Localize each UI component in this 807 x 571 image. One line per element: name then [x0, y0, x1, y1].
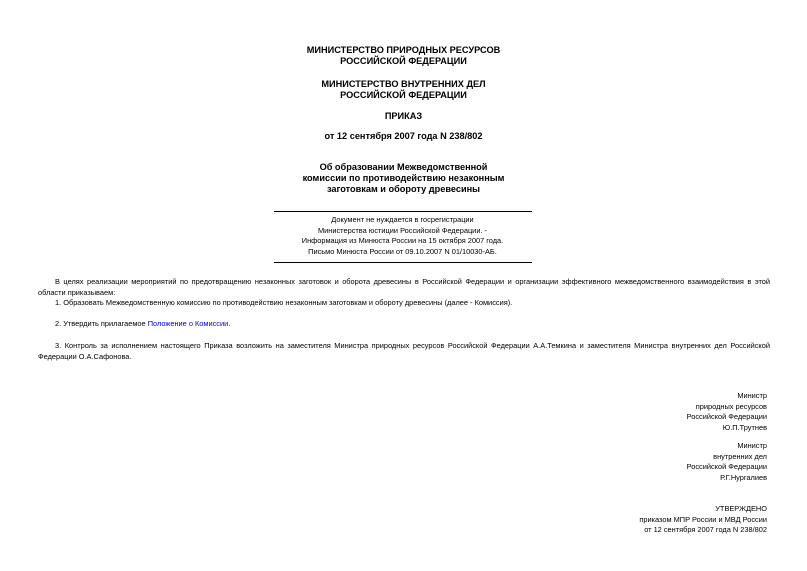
sig2-line2: внутренних дел	[713, 451, 767, 461]
sig2-name: Р.Г.Нургалиев	[720, 472, 767, 482]
signature-block-internal-affairs	[547, 441, 767, 483]
approval-line1: УТВЕРЖДЕНО	[715, 504, 767, 513]
ministry2-line2: РОССИЙСКОЙ ФЕДЕРАЦИИ	[340, 90, 467, 100]
divider-top	[274, 211, 532, 212]
item-1-paragraph: 1. Образовать Межведомственную комиссию по противодействию незаконным заготовкам и обороту древесины (далее - Комиссия).	[55, 298, 513, 307]
sig1-line1: Министр	[737, 391, 767, 400]
ministry2-line1: МИНИСТЕРСТВО ВНУТРЕННИХ ДЕЛ	[321, 79, 486, 89]
approval-block	[547, 504, 767, 536]
note-line1: Документ не нуждается в госрегистрации	[331, 215, 474, 224]
ministry-natural-resources	[200, 45, 607, 67]
doc-type: ПРИКАЗ	[384, 111, 423, 121]
regulation-link[interactable]: Положение о Комиссии	[147, 319, 229, 328]
sig1-name: Ю.П.Трутнев	[722, 422, 767, 432]
approval-line3: от 12 сентября 2007 года N 238/802	[644, 525, 767, 534]
document-date-number	[200, 131, 607, 142]
note-line2: Министерства юстиции Российской Федерации. -	[317, 225, 488, 235]
item-2-suffix: .	[228, 319, 231, 328]
sig2-line1: Министр	[737, 441, 767, 450]
title-line1: Об образовании Межведомственной	[319, 162, 488, 172]
item-3-paragraph: 3. Контроль за исполнением настоящего Приказа возложить на заместителя Министра природных ресурсов Российской Федерации А.А.Темкина и заместителя Министра внутренних дел Российской Федерации О.А.Сафонова.	[38, 341, 770, 361]
divider-bottom	[274, 262, 532, 263]
note-line3: Информация из Минюста России на 15 октября 2007 года.	[301, 236, 504, 245]
ministry1-line1: МИНИСТЕРСТВО ПРИРОДНЫХ РЕСУРСОВ	[306, 45, 501, 55]
ministry1-line2: РОССИЙСКОЙ ФЕДЕРАЦИИ	[340, 56, 467, 66]
item-2-paragraph	[38, 318, 770, 329]
approval-line2: приказом МПР России и МВД России	[639, 514, 767, 524]
signature-block-natural-resources	[547, 391, 767, 433]
registration-note	[270, 215, 535, 257]
ministry-internal-affairs	[200, 79, 607, 101]
sig1-line3: Российской Федерации	[686, 412, 767, 421]
preamble-paragraph: В целях реализации мероприятий по предотвращению незаконных заготовок и оборота древесины в Российской Федерации и организации эффективного межведомственного взаимодействия в этой области приказываем:	[38, 277, 770, 297]
title-line3: заготовкам и обороту древесины	[326, 184, 481, 194]
title-line2: комиссии по противодействию незаконным	[302, 173, 505, 183]
document-title	[200, 162, 607, 195]
document-type	[200, 111, 607, 122]
date-number: от 12 сентября 2007 года N 238/802	[324, 131, 483, 141]
sig2-line3: Российской Федерации	[686, 462, 767, 471]
sig1-line2: природных ресурсов	[695, 401, 767, 411]
note-line4: Письмо Минюста России от 09.10.2007 N 01/10030-АБ.	[308, 246, 497, 256]
item-2-prefix: 2. Утвердить прилагаемое	[55, 319, 146, 328]
